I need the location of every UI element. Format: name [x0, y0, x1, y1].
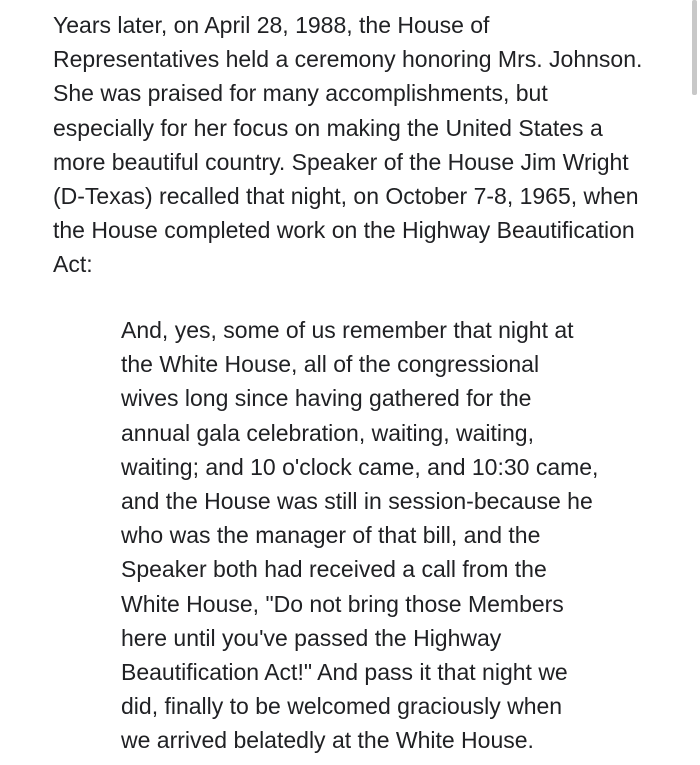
block-quote — [121, 313, 621, 758]
quote-line: waiting; and 10 o'clock came, and 10:30 came, — [121, 453, 599, 480]
quote-line: here until you've passed the Highway — [121, 624, 502, 651]
quote-line: Speaker both had received a call from the — [121, 556, 547, 583]
quote-line: we arrived belatedly at the White House. — [121, 727, 534, 754]
paragraph-line: Act: — [53, 251, 93, 278]
quote-line: the White House, all of the congressional — [121, 351, 540, 378]
quote-line: and the House was still in session-because he — [121, 488, 593, 515]
quote-line: White House, "Do not bring those Members — [121, 590, 564, 617]
quote-line: annual gala celebration, waiting, waiting, — [121, 419, 534, 446]
quote-line: And, yes, some of us remember that night at — [121, 317, 574, 343]
paragraph-line: especially for her focus on making the United States a — [53, 114, 603, 141]
quote-line: did, finally to be welcomed graciously when — [121, 693, 563, 720]
intro-paragraph — [53, 8, 693, 282]
paragraph-line: Years later, on April 28, 1988, the House of — [53, 12, 490, 38]
scrollbar[interactable] — [692, 0, 697, 95]
quote-line: wives long since having gathered for the — [121, 385, 532, 412]
quote-line: who was the manager of that bill, and the — [121, 522, 541, 549]
quote-line: Beautification Act!" And pass it that night we — [121, 659, 568, 686]
paragraph-line: She was praised for many accomplishments, but — [53, 80, 548, 107]
paragraph-line: Representatives held a ceremony honoring Mrs. Johnson. — [53, 46, 643, 73]
paragraph-line: the House completed work on the Highway Beautification — [53, 217, 635, 244]
paragraph-line: more beautiful country. Speaker of the House Jim Wright — [53, 148, 629, 175]
paragraph-line: (D-Texas) recalled that night, on October 7-8, 1965, when — [53, 183, 639, 210]
